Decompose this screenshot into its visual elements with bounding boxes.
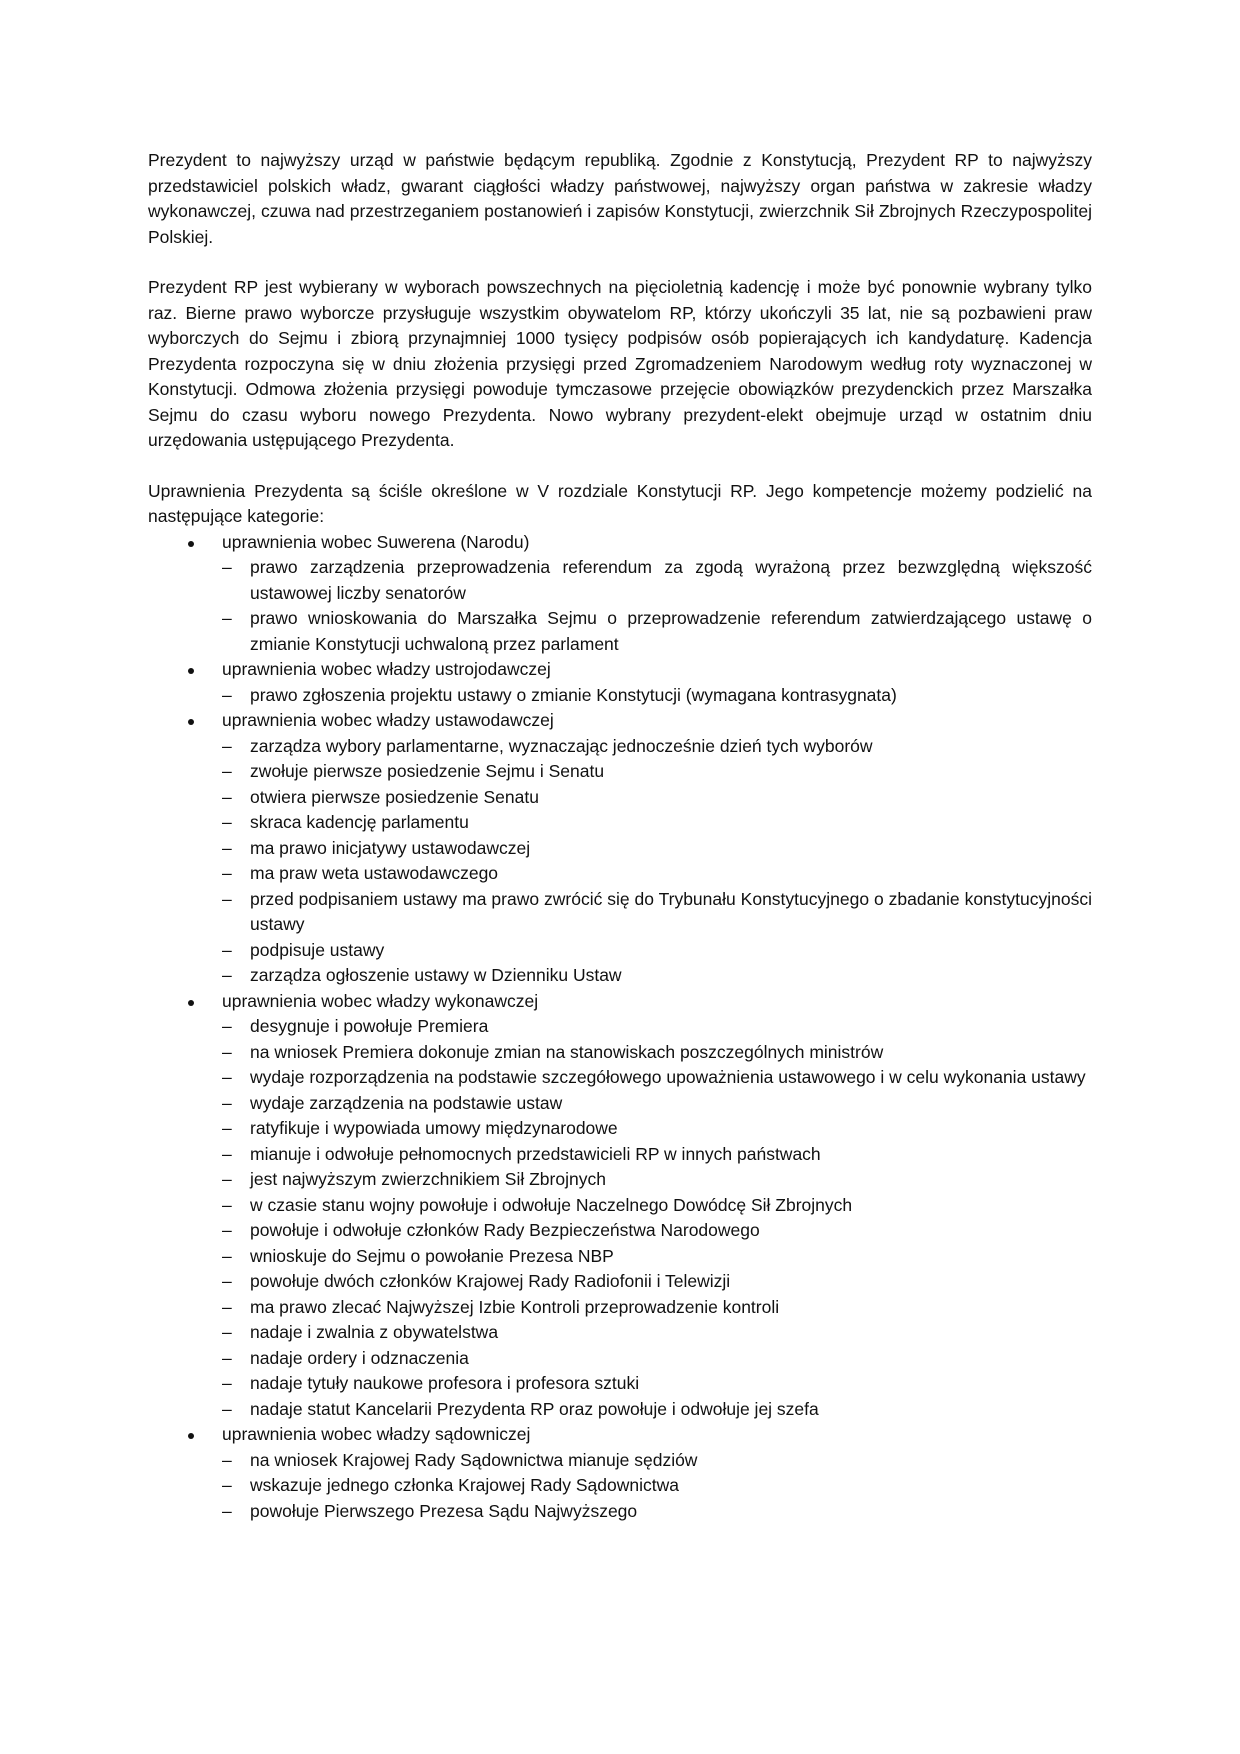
list-item [222, 555, 1092, 606]
list-item-text: powołuje Pierwszego Prezesa Sądu Najwyższego [250, 1500, 638, 1521]
paragraph-powers-intro: Uprawnienia Prezydenta są ściśle określone w V rozdziale Konstytucji RP. Jego kompetencje możemy podzielić na następujące kategorie: [148, 480, 1092, 526]
sub-item-list [222, 683, 1092, 709]
list-item [222, 1091, 1092, 1117]
list-item [222, 1065, 1092, 1091]
list-item-text: powołuje dwóch członków Krajowej Rady Radiofonii i Telewizji [250, 1271, 731, 1291]
list-item [222, 1218, 1092, 1244]
dash-icon: – [222, 863, 232, 883]
bullet-icon [188, 1000, 194, 1006]
list-item [222, 1371, 1092, 1397]
dash-icon: – [222, 1296, 232, 1317]
list-item-text: wnioskuje do Sejmu o powołanie Prezesa NBP [250, 1245, 614, 1266]
sub-item-list [222, 555, 1092, 657]
powers-category-list [148, 530, 1092, 1525]
list-item [222, 1295, 1092, 1321]
dash-icon: – [222, 812, 232, 832]
dash-icon: – [222, 608, 232, 628]
dash-icon: – [222, 1322, 232, 1342]
dash-icon: – [222, 1092, 232, 1113]
list-item [222, 836, 1092, 862]
list-item [222, 606, 1092, 657]
list-item [222, 1448, 1092, 1474]
dash-icon: – [222, 1067, 232, 1087]
category-item [148, 989, 1092, 1423]
list-item-text: nadaje i zwalnia z obywatelstwa [250, 1322, 499, 1342]
dash-icon: – [222, 1271, 232, 1291]
list-item [222, 1014, 1092, 1040]
list-item-text: podpisuje ustawy [250, 939, 385, 960]
list-item [222, 963, 1092, 989]
category-item [148, 1422, 1092, 1524]
list-item [222, 938, 1092, 964]
list-item [222, 1244, 1092, 1270]
bullet-icon [188, 668, 194, 674]
list-item-text: jest najwyższym zwierzchnikiem Sił Zbrojnych [250, 1169, 606, 1189]
dash-icon: – [222, 939, 232, 960]
list-item [222, 1142, 1092, 1168]
list-item-text: wydaje rozporządzenia na podstawie szczegółowego upoważnienia ustawowego i w celu wykonania ustawy [250, 1067, 1086, 1087]
list-item [222, 1116, 1092, 1142]
dash-icon: – [222, 1449, 232, 1470]
list-item-text: zwołuje pierwsze posiedzenie Sejmu i Senatu [250, 761, 605, 781]
paragraph-intro: Prezydent to najwyższy urząd w państwie będącym republiką. Zgodnie z Konstytucją, Prezydent RP to najwyższy przedstawiciel polskich władz, gwarant ciągłości władzy państwowej, najwyższy organ państwa w zakresie władzy wykonawczej, czuwa nad przestrzeganiem postanowień i zapisów Konstytucji, zwierzchnik Sił Zbrojnych Rzeczypospolitej Polskiej. [148, 150, 1092, 247]
dash-icon: – [222, 1245, 232, 1266]
list-item-text: prawo zgłoszenia projektu ustawy o zmianie Konstytucji (wymagana kontrasygnata) [250, 684, 897, 705]
list-item [222, 734, 1092, 760]
dash-icon: – [222, 786, 232, 807]
list-item-text: zarządza wybory parlamentarne, wyznaczając jednocześnie dzień tych wyborów [250, 735, 873, 756]
category-label: uprawnienia wobec władzy sądowniczej [222, 1424, 531, 1444]
dash-icon: – [222, 1220, 232, 1240]
list-item-text: powołuje i odwołuje członków Rady Bezpieczeństwa Narodowego [250, 1220, 760, 1240]
list-item [222, 1397, 1092, 1423]
list-item-text: prawo wnioskowania do Marszałka Sejmu o przeprowadzenie referendum zatwierdzającego ustawę o zmianie Konstytucji uchwaloną przez parlament [250, 608, 1092, 654]
dash-icon: – [222, 1143, 232, 1164]
list-item [222, 1320, 1092, 1346]
dash-icon: – [222, 1194, 232, 1215]
dash-icon: – [222, 965, 232, 985]
list-item [222, 810, 1092, 836]
category-label: uprawnienia wobec władzy ustrojodawczej [222, 659, 551, 679]
sub-item-list [222, 734, 1092, 989]
category-label: uprawnienia wobec władzy ustawodawczej [222, 710, 554, 730]
list-item [222, 1167, 1092, 1193]
dash-icon: – [222, 1347, 232, 1368]
list-item-text: w czasie stanu wojny powołuje i odwołuje Naczelnego Dowódcę Sił Zbrojnych [250, 1194, 853, 1215]
list-item-text: przed podpisaniem ustawy ma prawo zwrócić się do Trybunału Konstytucyjnego o zbadanie konstytucyjności ustawy [250, 888, 1092, 934]
category-item [148, 530, 1092, 658]
list-item-text: ma prawo zlecać Najwyższej Izbie Kontroli przeprowadzenie kontroli [250, 1296, 780, 1317]
list-item-text: ma prawo inicjatywy ustawodawczej [250, 837, 531, 858]
list-item [222, 887, 1092, 938]
category-item [148, 657, 1092, 708]
list-item [222, 1193, 1092, 1219]
list-item-text: mianuje i odwołuje pełnomocnych przedstawicieli RP w innych państwach [250, 1143, 821, 1164]
category-label: uprawnienia wobec Suwerena (Narodu) [222, 531, 530, 552]
list-item-text: ratyfikuje i wypowiada umowy międzynarodowe [250, 1118, 618, 1138]
list-item [222, 683, 1092, 709]
dash-icon: – [222, 557, 232, 577]
list-item-text: nadaje statut Kancelarii Prezydenta RP oraz powołuje i odwołuje jej szefa [250, 1398, 819, 1419]
list-item-text: desygnuje i powołuje Premiera [250, 1016, 489, 1036]
dash-icon: – [222, 761, 232, 781]
dash-icon: – [222, 837, 232, 858]
list-item-text: nadaje ordery i odznaczenia [250, 1347, 469, 1368]
list-item [222, 1346, 1092, 1372]
dash-icon: – [222, 1398, 232, 1419]
list-item-text: na wniosek Premiera dokonuje zmian na stanowiskach poszczególnych ministrów [250, 1041, 884, 1062]
dash-icon: – [222, 1475, 232, 1495]
list-item-text: na wniosek Krajowej Rady Sądownictwa mianuje sędziów [250, 1449, 698, 1470]
sub-item-list [222, 1448, 1092, 1525]
list-item [222, 861, 1092, 887]
dash-icon: – [222, 1169, 232, 1189]
paragraph-election: Prezydent RP jest wybierany w wyborach powszechnych na pięcioletnią kadencję i może być ponownie wybrany tylko raz. Bierne prawo wyborcze przysługuje wszystkim obywatelom RP, którzy ukończyli 35 lat, nie są pozbawieni praw wyborczych do Sejmu i zbiorą przynajmniej 1000 tysięcy podpisów osób popierających ich kandydaturę. Kadencja Prezydenta rozpoczyna się w dniu złożenia przysięgi przed Zgromadzeniem Narodowym według roty wyznaczonej w Konstytucji. Odmowa złożenia przysięgi powoduje tymczasowe przejęcie obowiązków prezydenckich przez Marszałka Sejmu do czasu wyboru nowego Prezydenta. Nowo wybrany prezydent-elekt obejmuje urząd w ostatnim dniu urzędowania ustępującego Prezydenta. [148, 277, 1092, 450]
list-item-text: skraca kadencję parlamentu [250, 812, 469, 832]
dash-icon: – [222, 735, 232, 756]
dash-icon: – [222, 1500, 232, 1521]
category-item [148, 708, 1092, 989]
dash-icon: – [222, 684, 232, 705]
document-page [148, 148, 1092, 1524]
bullet-icon [188, 719, 194, 725]
list-item [222, 785, 1092, 811]
list-item [222, 1040, 1092, 1066]
list-item-text: nadaje tytuły naukowe profesora i profesora sztuki [250, 1373, 640, 1393]
sub-item-list [222, 1014, 1092, 1422]
dash-icon: – [222, 1016, 232, 1036]
category-label: uprawnienia wobec władzy wykonawczej [222, 990, 539, 1011]
list-item-text: prawo zarządzenia przeprowadzenia referendum za zgodą wyrażoną przez bezwzględną większość ustawowej liczby senatorów [250, 557, 1092, 603]
bullet-icon [188, 1433, 194, 1439]
list-item-text: wskazuje jednego członka Krajowej Rady Sądownictwa [250, 1475, 679, 1495]
dash-icon: – [222, 1041, 232, 1062]
dash-icon: – [222, 1118, 232, 1138]
list-item-text: wydaje zarządzenia na podstawie ustaw [250, 1092, 563, 1113]
list-item [222, 1473, 1092, 1499]
list-item-text: otwiera pierwsze posiedzenie Senatu [250, 786, 539, 807]
list-item-text: ma praw weta ustawodawczego [250, 863, 499, 883]
list-item [222, 1269, 1092, 1295]
dash-icon: – [222, 888, 232, 909]
dash-icon: – [222, 1373, 232, 1393]
bullet-icon [188, 541, 194, 547]
list-item [222, 759, 1092, 785]
list-item [222, 1499, 1092, 1525]
list-item-text: zarządza ogłoszenie ustawy w Dzienniku Ustaw [250, 965, 622, 985]
